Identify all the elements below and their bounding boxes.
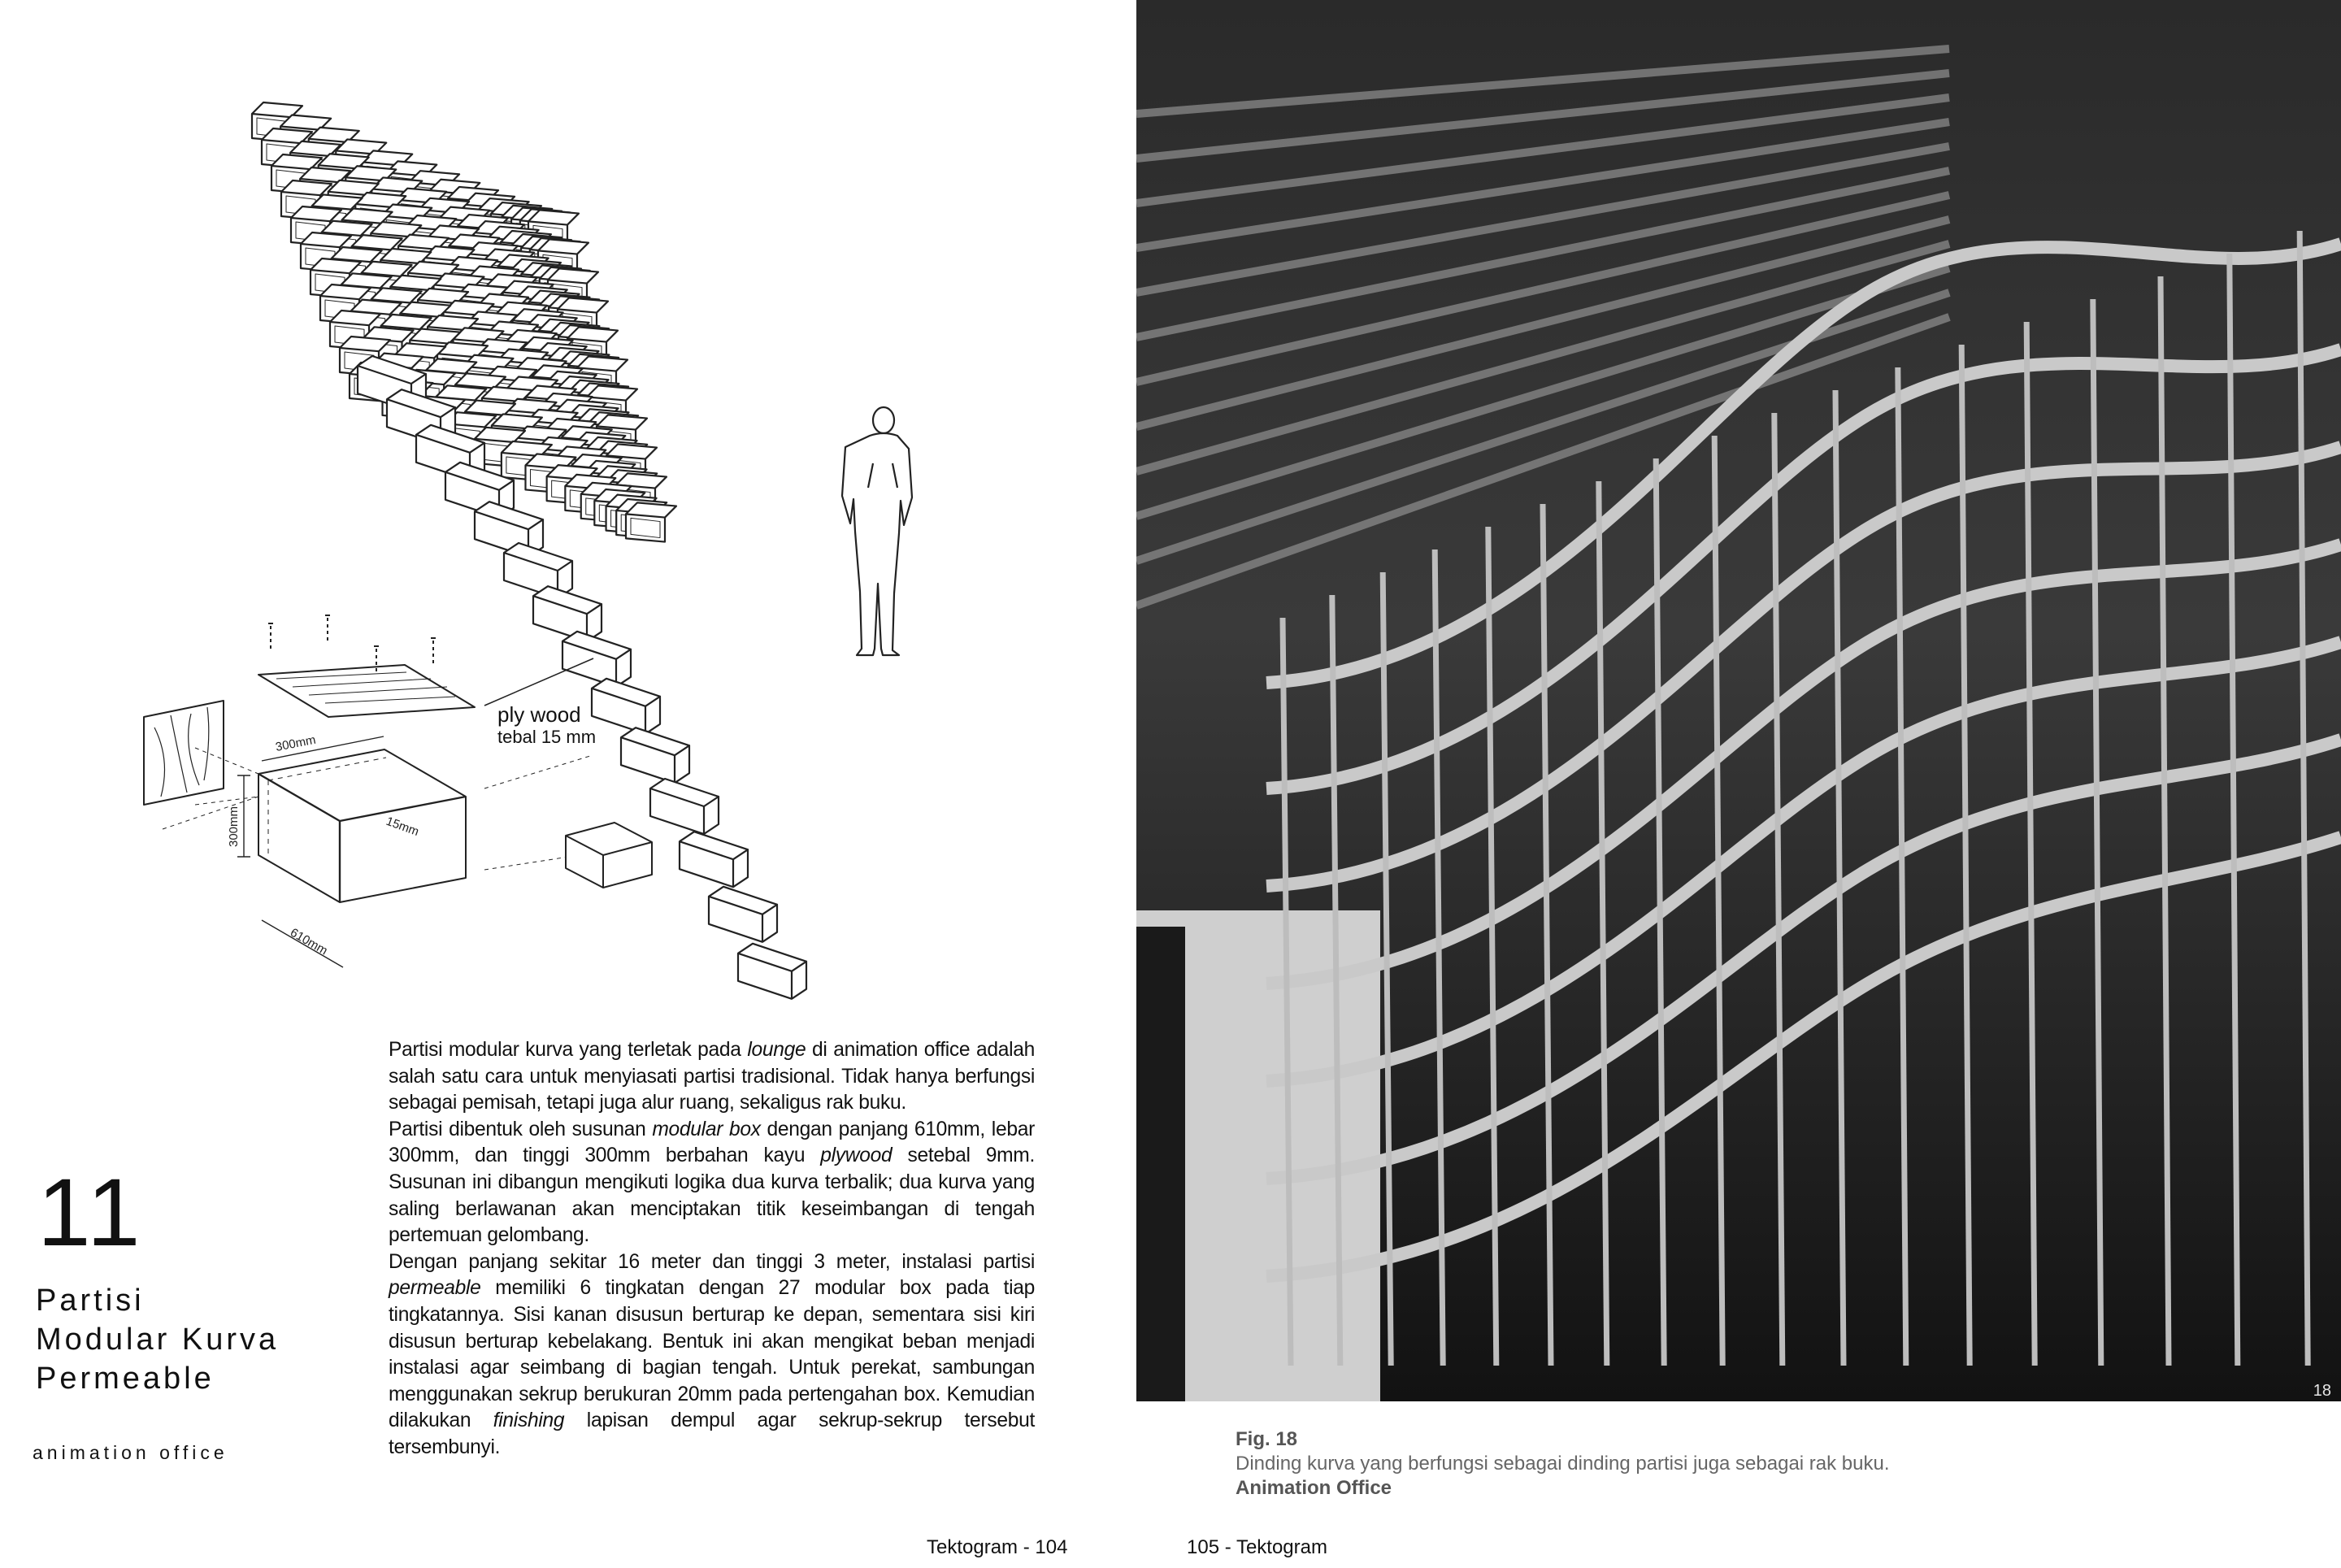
folio-left: Tektogram - 104: [927, 1536, 1068, 1558]
tail-box: [621, 728, 689, 783]
tail-box: [650, 779, 719, 834]
tail-box: [709, 887, 777, 942]
body-text: [389, 1037, 1035, 1462]
dim-width-label: 300mm: [274, 732, 317, 754]
tail-box: [504, 543, 572, 598]
tail-box: [738, 944, 806, 999]
tail-box: [562, 632, 631, 687]
plywood-label: ply wood: [497, 702, 581, 727]
installation-photo: [1136, 0, 2341, 1401]
chapter-title-line-1: Partisi: [36, 1284, 145, 1318]
chapter-title-line-3: Permeable: [36, 1362, 215, 1396]
bookshelf-wall-photo: [1136, 0, 2341, 1401]
chapter-number: 11: [37, 1159, 144, 1266]
folio-right: 105 - Tektogram: [1187, 1536, 1327, 1558]
chapter-title: [36, 1281, 377, 1398]
caption-credit: Animation Office: [1236, 1477, 1392, 1499]
shelf-box: [626, 502, 676, 541]
paragraph-2: Partisi dibentuk oleh susunan modular box dengan panjang 610mm, lebar 300mm, dan tinggi 300mm berbahan kayu plywood setebal 9mm. Susunan ini dibangun mengikuti logika dua kurva terbalik; dua kurva yang saling berlawanan akan menciptakan titik keseimbangan di tengah pertemuan gelombang.: [389, 1118, 1035, 1247]
left-page: [0, 0, 1136, 1568]
plywood-callout: [497, 704, 596, 748]
caption-description: Dinding kurva yang berfungsi sebagai dinding partisi juga sebagai rak buku.: [1236, 1453, 1890, 1475]
chapter-subtitle: animation office: [33, 1442, 228, 1463]
dim-height-label: 300mm: [227, 806, 241, 847]
right-page: [1136, 0, 2341, 1568]
tail-box: [592, 679, 660, 734]
caption-figure-label: Fig. 18: [1236, 1428, 1298, 1450]
partition-axonometric-diagram: [114, 57, 1057, 1008]
photo-caption: [1236, 1427, 2130, 1501]
dim-thickness-label: 15mm: [384, 814, 421, 840]
chapter-title-line-2: Modular Kurva: [36, 1323, 280, 1357]
photo-number: 18: [2313, 1382, 2331, 1400]
partition-wave-drawing: [114, 57, 1057, 1008]
paragraph-1: Partisi modular kurva yang terletak pada lounge di animation office adalah salah satu cara untuk menyiasati partisi tradisional. Tidak hanya berfungsi sebagai pemisah, tetapi juga alur ruang, sekaligus rak buku.: [389, 1039, 1035, 1114]
human-scale-figure: [842, 407, 912, 655]
paragraph-3: Dengan panjang sekitar 16 meter dan tinggi 3 meter, instalasi partisi permeable memiliki 6 tingkatan dengan 27 modular box pada tiap tingkatannya. Sisi kanan disusun berturap ke depan, sementara sisi kiri disusun berturap kebelakang. Bentuk ini akan mengikat beban menjadi instalasi agar seimbang di bagian tengah. Untuk perekat, sambungan menggunakan sekrup berukuran 20mm pada pertengahan box. Kemudian dilakukan finishing lapisan dempul agar sekrup-sekrup tersebut tersembunyi.: [389, 1250, 1035, 1458]
plywood-thickness: tebal 15 mm: [497, 727, 597, 747]
dim-length-label: 610mm: [288, 925, 330, 958]
tail-box: [533, 586, 602, 641]
tail-box: [680, 832, 748, 887]
